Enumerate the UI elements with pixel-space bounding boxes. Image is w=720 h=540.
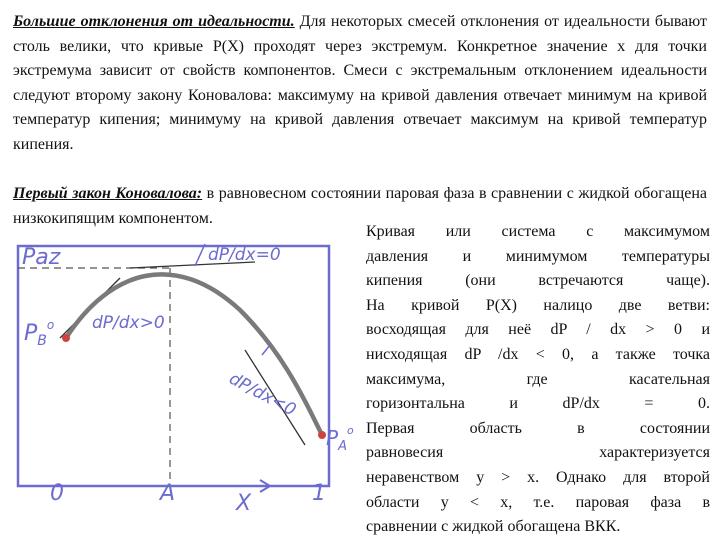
pa-label: $P_A^o$	[326, 424, 354, 454]
right-line: сравнении с жидкой обогащена ВКК.	[366, 518, 621, 536]
right-column-text	[366, 220, 710, 540]
pb-label: $P_B^o$	[24, 318, 55, 349]
right-line: области y < x, т.е. паровая фаза в	[366, 493, 710, 511]
right-line: восходящая для неё dP / dx > 0 и	[366, 321, 710, 339]
law-heading: Первый закон Коновалова:	[13, 185, 203, 202]
negative-slope-label: dP/dx<0	[225, 368, 300, 421]
right-line: максимума, где касательная	[366, 370, 710, 388]
right-line: нисходящая dP /dx < 0, а также точка	[366, 345, 710, 363]
intro-paragraph	[13, 10, 707, 158]
right-line: неравенством y > x. Однако для второй	[366, 468, 710, 486]
x-axis-label: X	[236, 491, 252, 516]
right-line: На кривой P(X) налицо две ветви:	[366, 296, 710, 314]
intro-text: Для некоторых смесей отклонения от идеальности бывают столь велики, что кривые P(X) проходят через экстремум. Конкретное значение x для точки экстремума зависит от свойств компонентов. Смеси с экстремальным отклонением идеальности следуют второму закону Коновалова: максимуму на кривой давления отвечает минимум на кривой температур кипения; минимуму на кривой давления отвечает максимум на кривой температур кипения.	[13, 13, 707, 153]
paz-label: Paz	[22, 245, 61, 270]
positive-slope-label: dP/dx>0	[92, 313, 165, 333]
intro-heading: Большие отклонения от идеальности.	[13, 13, 295, 30]
arrow-icon	[195, 244, 205, 266]
right-line: Кривая или система с максимумом	[366, 223, 710, 240]
pb-point	[62, 334, 70, 342]
a-label: A	[160, 481, 176, 506]
law-text: в равновесном состоянии паровая фаза в сравнении с жидкой обогащена низкокипящим компонентом.	[13, 185, 708, 227]
one-label: 1	[312, 481, 326, 506]
arrow-icon	[262, 345, 270, 355]
right-line: равновесия характеризуется	[366, 444, 710, 462]
right-line: кипения (они встречаются чаще).	[366, 272, 710, 290]
origin-label: 0	[50, 481, 64, 506]
right-line: Первая область в состоянии	[366, 419, 710, 437]
zero-slope-label: dP/dx=0	[208, 245, 281, 265]
pressure-diagram	[0, 230, 360, 538]
pa-point	[318, 431, 326, 439]
right-line: горизонтальна и dP/dx = 0.	[366, 395, 710, 413]
right-line: давления и минимумом температуры	[366, 247, 710, 265]
